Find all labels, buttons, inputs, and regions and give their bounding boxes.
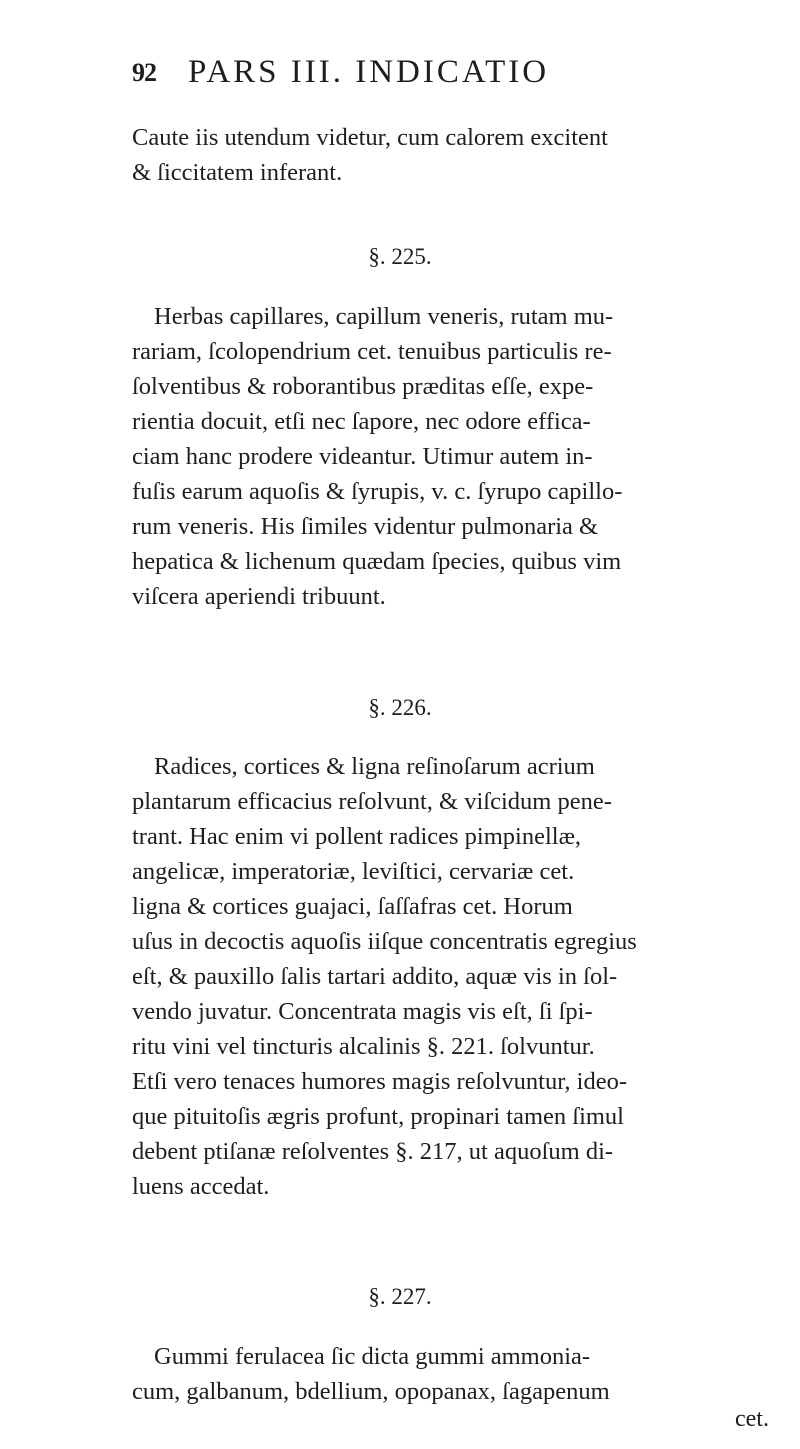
- text-line: rariam, ſcolopendrium cet. tenuibus particulis re-: [132, 338, 612, 365]
- text-line: luens accedat.: [132, 1173, 270, 1200]
- text-line: & ſiccitatem inferant.: [132, 159, 343, 186]
- text-line: hepatica & lichenum quædam ſpecies, quibus vim: [132, 548, 622, 575]
- text-line: angelicæ, imperatoriæ, leviſtici, cervariæ cet.: [132, 858, 575, 885]
- text-line: Etſi vero tenaces humores magis reſolvuntur, ideo-: [132, 1068, 628, 1095]
- running-head: PARS III. INDICATIO: [188, 54, 550, 90]
- section-227-paragraph: [132, 1339, 702, 1409]
- page-number: 92: [132, 58, 156, 87]
- intro-paragraph: [132, 120, 702, 190]
- text-line: rum veneris. His ſimiles videntur pulmonaria &: [132, 513, 599, 540]
- text-line: ritu vini vel tincturis alcalinis §. 221. ſolvuntur.: [132, 1033, 595, 1060]
- section-number-226: §. 226.: [368, 695, 432, 720]
- text-line: viſcera aperiendi tribuunt.: [132, 583, 386, 610]
- text-line: uſus in decoctis aquoſis iiſque concentratis egregius: [132, 928, 637, 955]
- section-number-227: §. 227.: [368, 1284, 432, 1309]
- text-line: Gummi ferulacea ſic dicta gummi ammonia-: [154, 1343, 591, 1370]
- text-line: ligna & cortices guajaci, ſaſſafras cet. Horum: [132, 893, 573, 920]
- text-line: eſt, & pauxillo ſalis tartari addito, aquæ vis in ſol-: [132, 963, 618, 990]
- text-line: debent ptiſanæ reſolventes §. 217, ut aquoſum di-: [132, 1138, 614, 1165]
- section-number-225: §. 225.: [368, 244, 432, 269]
- text-line: plantarum efficacius reſolvunt, & viſcidum pene-: [132, 788, 612, 815]
- text-line: trant. Hac enim vi pollent radices pimpinellæ,: [132, 823, 582, 850]
- text-line: ſolventibus & roborantibus præditas eſſe, expe-: [132, 373, 594, 400]
- text-line: cum, galbanum, bdellium, opopanax, ſagapenum: [132, 1378, 610, 1405]
- text-line: rientia docuit, etſi nec ſapore, nec odore effica-: [132, 408, 591, 435]
- section-225-paragraph: [132, 299, 702, 614]
- catchword: cet.: [735, 1406, 769, 1432]
- text-line: Herbas capillares, capillum veneris, rutam mu-: [154, 303, 614, 330]
- text-line: ciam hanc prodere videantur. Utimur autem in-: [132, 443, 593, 470]
- text-line: vendo juvatur. Concentrata magis vis eſt, ſi ſpi-: [132, 998, 593, 1025]
- text-line: Caute iis utendum videtur, cum calorem excitent: [132, 124, 608, 151]
- text-line: que pituitoſis ægris profunt, propinari tamen ſimul: [132, 1103, 624, 1130]
- text-line: fuſis earum aquoſis & ſyrupis, v. c. ſyrupo capillo-: [132, 478, 623, 505]
- section-226-paragraph: [132, 749, 702, 1204]
- text-line: Radices, cortices & ligna reſinoſarum acrium: [154, 753, 595, 780]
- page-header: [132, 54, 692, 102]
